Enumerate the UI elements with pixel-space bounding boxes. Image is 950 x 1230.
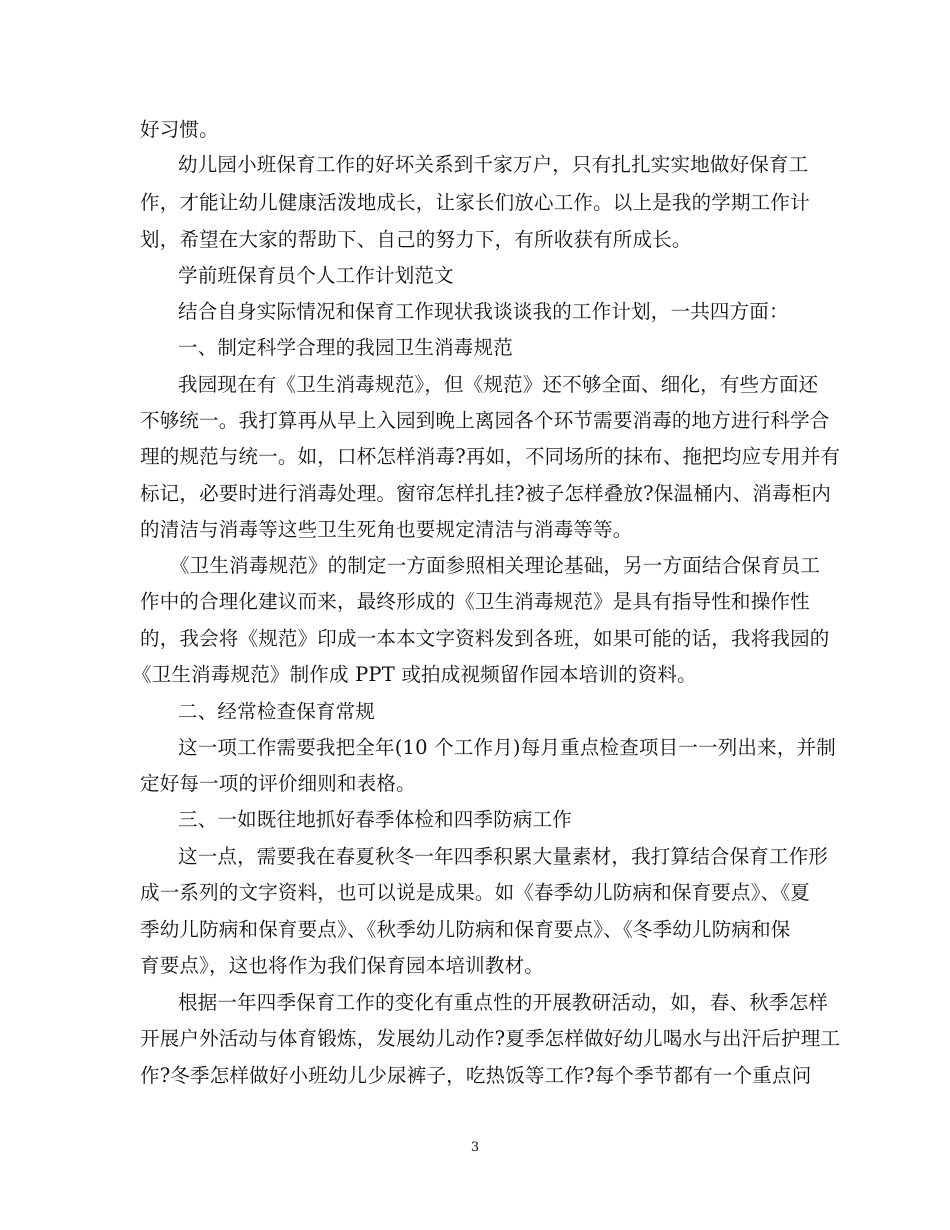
text-line: 《卫生消毒规范》制作成 PPT 或拍成视频留作园本培训的资料。: [132, 663, 697, 686]
text-line: 这一点，需要我在春夏秋冬一年四季积累大量素材，我打算结合保育工作形: [178, 845, 829, 868]
text-line: 根据一年四季保育工作的变化有重点性的开展教研活动，如，春、秋季怎样: [178, 991, 829, 1014]
text-line: 结合自身实际情况和保育工作现状我谈谈我的工作计划，一共四方面：: [178, 300, 789, 323]
text-line: 理的规范与统一。如，口杯怎样消毒?再如，不同场所的抹布、拖把均应专用并有: [140, 445, 841, 468]
section-heading: 学前班保育员个人工作计划范文: [178, 264, 454, 287]
text-line: 定好每一项的评价细则和表格。: [140, 772, 416, 795]
section-heading: 二、经常检查保育常规: [178, 700, 376, 723]
page-number: 3: [470, 1140, 480, 1155]
text-line: 好习惯。: [140, 118, 219, 141]
text-line: 成一系列的文字资料，也可以说是成果。如《春季幼儿防病和保育要点》、《夏: [140, 881, 811, 904]
section-heading: 一、制定科学合理的我园卫生消毒规范: [178, 336, 513, 359]
text-line: 的，我会将《规范》印成一本本文字资料发到各班，如果可能的话，我将我园的: [140, 627, 830, 650]
text-line: 幼儿园小班保育工作的好坏关系到千家万户，只有扎扎实实地做好保育工: [178, 153, 809, 176]
text-line: 季幼儿防病和保育要点》、《秋季幼儿防病和保育要点》、《冬季幼儿防病和保: [140, 918, 791, 941]
text-line: 的清洁与消毒等这些卫生死角也要规定清洁与消毒等等。: [140, 518, 633, 541]
text-line: 划，希望在大家的帮助下、自己的努力下，有所收获有所成长。: [140, 228, 692, 251]
text-line: 育要点》，这也将作为我们保育园本培训教材。: [140, 954, 544, 977]
section-heading: 三、一如既往地抓好春季体检和四季防病工作: [178, 808, 573, 831]
text-line: 这一项工作需要我把全年(10 个工作月)每月重点检查项目一一列出来，并制: [178, 736, 836, 759]
text-line: 作中的合理化建议而来，最终形成的《卫生消毒规范》是具有指导性和操作性: [140, 590, 810, 613]
text-line: 开展户外活动与体育锻炼，发展幼儿动作?夏季怎样做好幼儿喝水与出汗后护理工: [140, 1027, 841, 1050]
text-line: 作?冬季怎样做好小班幼儿少尿裤子，吃热饭等工作?每个季节都有一个重点问: [140, 1064, 812, 1087]
text-line: 作，才能让幼儿健康活泼地成长，让家长们放心工作。以上是我的学期工作计: [140, 191, 810, 214]
text-line: 我园现在有《卫生消毒规范》，但《规范》还不够全面、细化，有些方面还: [178, 373, 819, 396]
text-line: 标记，必要时进行消毒处理。窗帘怎样扎挂?被子怎样叠放?保温桶内、消毒柜内: [140, 482, 832, 505]
text-line: 不够统一。我打算再从早上入园到晚上离园各个环节需要消毒的地方进行科学合: [140, 409, 830, 432]
text-line: 《卫生消毒规范》的制定一方面参照相关理论基础，另一方面结合保育员工: [170, 554, 821, 577]
